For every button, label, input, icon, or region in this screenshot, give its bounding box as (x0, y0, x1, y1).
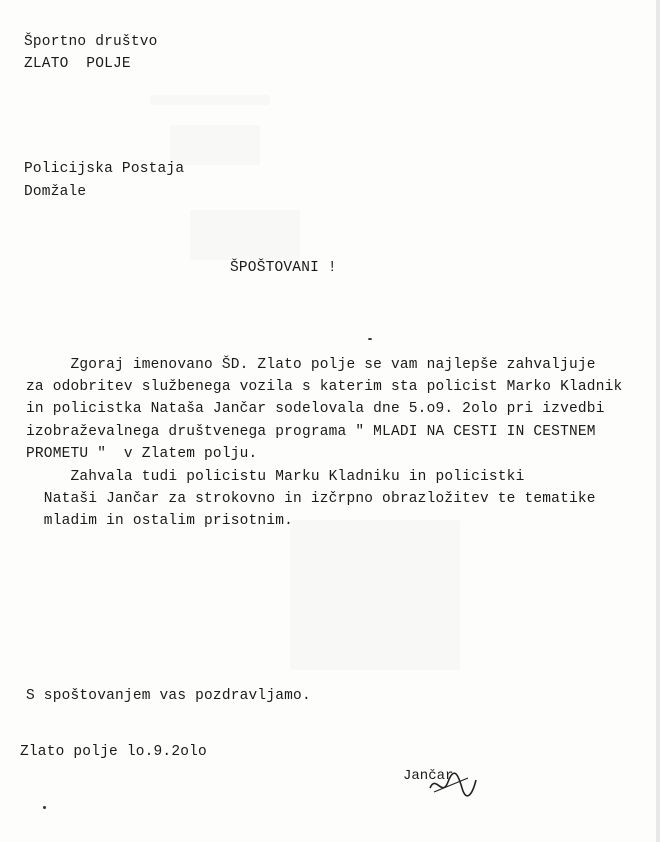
body-line: Zahvala tudi policistu Marku Kladniku in policistki (26, 469, 525, 485)
recipient-name: Policijska Postaja (24, 161, 185, 177)
signature-text: Jančar (403, 768, 454, 784)
ink-speck (368, 338, 372, 340)
sender-name: Športno društvo (24, 34, 158, 50)
body-line: za odobritev službenega vozila s katerim sta policist Marko Kladnik (26, 379, 623, 395)
place-date: Zlato polje lo.9.2olo (20, 744, 207, 760)
sender-place: ZLATO POLJE (24, 56, 131, 72)
bleed-through-mark (190, 210, 300, 260)
bleed-through-mark (150, 95, 270, 105)
body-line: mladim in ostalim prisotnim. (26, 513, 294, 529)
page-edge-shadow (656, 0, 660, 842)
body-line: izobraževalnega društvenega programa " MLADI NA CESTI IN CESTNEM (26, 424, 596, 440)
body-line: Zgoraj imenovano ŠD. Zlato polje se vam najlepše zahvaljuje (26, 357, 596, 373)
signature-scribble-icon (428, 770, 478, 800)
closing-line: S spoštovanjem vas pozdravljamo. (26, 688, 311, 704)
salutation: ŠPOŠTOVANI ! (230, 260, 337, 276)
body-line: Nataši Jančar za strokovno in izčrpno obrazložitev te tematike (26, 491, 596, 507)
body-line: PROMETU " v Zlatem polju. (26, 446, 258, 462)
recipient-place: Domžale (24, 184, 87, 200)
bleed-through-mark (290, 520, 460, 670)
body-line: in policistka Nataša Jančar sodelovala dne 5.o9. 2olo pri izvedbi (26, 401, 605, 417)
ink-speck (43, 806, 46, 809)
